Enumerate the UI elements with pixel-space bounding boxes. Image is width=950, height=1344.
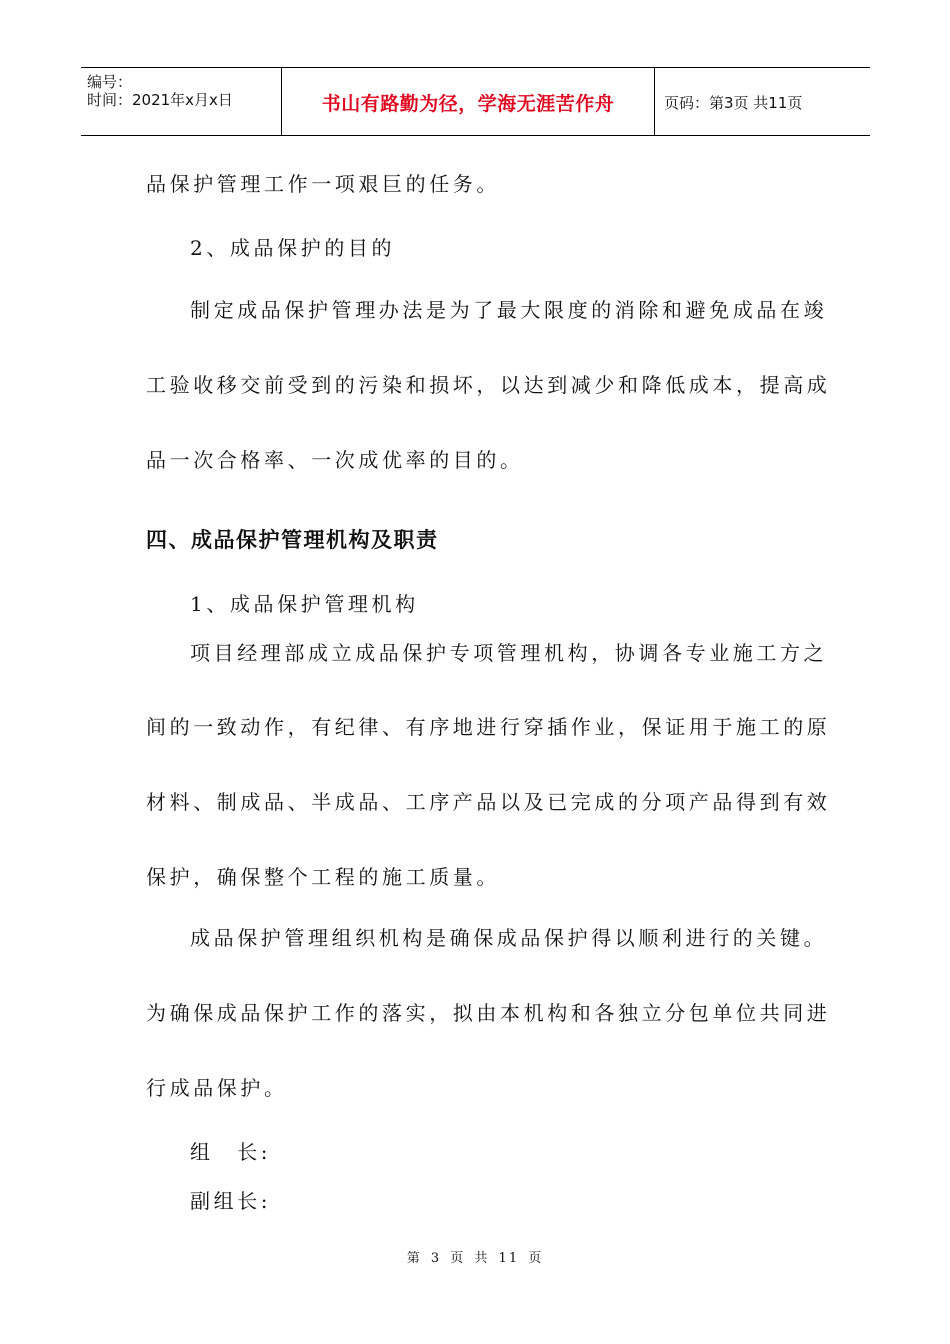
document-number-label: 编号： (87, 73, 133, 91)
body-text-line: 品保护管理工作一项艰巨的任务。 (146, 172, 500, 196)
leader-label: 组 长: (190, 1140, 272, 1164)
header-page-info: 页码：第3页 共11页 (664, 94, 803, 112)
body-text-line: 制定成品保护管理办法是为了最大限度的消除和避免成品在竣 (190, 298, 828, 322)
header-meta-cell (81, 68, 282, 135)
document-header (81, 67, 870, 136)
subsection-title: 1、成品保护管理机构 (190, 592, 419, 616)
body-text-line: 间的一致动作，有纪律、有序地进行穿插作业，保证用于施工的原 (146, 715, 831, 739)
document-date-label: 时间：2021年x月x日 (87, 91, 233, 109)
body-text-line: 行成品保护。 (146, 1076, 288, 1100)
body-text-line: 保护，确保整个工程的施工质量。 (146, 865, 500, 889)
body-text-line: 项目经理部成立成品保护专项管理机构，协调各专业施工方之 (190, 641, 828, 665)
body-text-line: 品一次合格率、一次成优率的目的。 (146, 448, 524, 472)
body-text-line: 材料、制成品、半成品、工序产品以及已完成的分项产品得到有效 (146, 790, 831, 814)
subsection-title: 2、成品保护的目的 (190, 236, 396, 260)
deputy-leader-label: 副组长: (190, 1189, 272, 1213)
body-text-line: 成品保护管理组织机构是确保成品保护得以顺利进行的关键。 (190, 926, 828, 950)
header-motto: 书山有路勤为径，学海无涯苦作舟 (282, 68, 655, 135)
body-text-line: 为确保成品保护工作的落实，拟由本机构和各独立分包单位共同进 (146, 1001, 831, 1025)
section-heading: 四、成品保护管理机构及职责 (146, 528, 439, 552)
page-footer: 第 3 页 共 11 页 (406, 1251, 544, 1266)
body-text-line: 工验收移交前受到的污染和损坏，以达到减少和降低成本，提高成 (146, 373, 831, 397)
